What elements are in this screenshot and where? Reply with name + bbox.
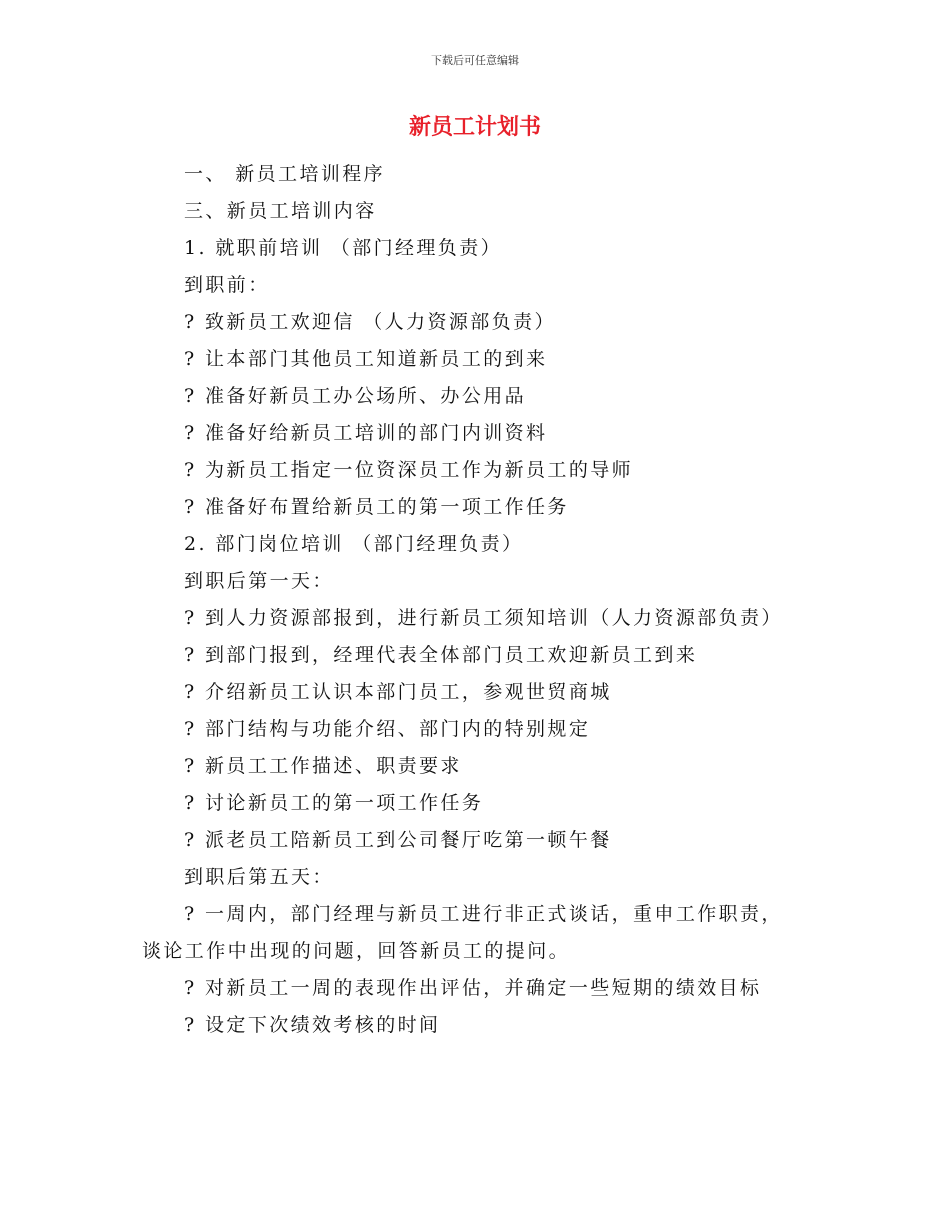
list-item: ? 一周内，部门经理与新员工进行非正式谈话，重申工作职责，: [184, 903, 783, 925]
list-item: ? 对新员工一周的表现作出评估，并确定一些短期的绩效目标: [184, 977, 762, 999]
list-item: ? 准备好布置给新员工的第一项工作任务: [184, 496, 569, 518]
label-fifth-day: 到职后第五天：: [184, 866, 334, 888]
list-item-continuation: 谈论工作中出现的问题，回答新员工的提问。: [142, 940, 571, 962]
list-item: ? 介绍新员工认识本部门员工，参观世贸商城: [184, 681, 612, 703]
list-item: ? 致新员工欢迎信 （人力资源部负责）: [184, 311, 556, 333]
section-heading-content: 三、新员工培训内容: [184, 200, 377, 222]
list-item: ? 部门结构与功能介绍、部门内的特别规定: [184, 718, 591, 740]
list-item: ? 讨论新员工的第一项工作任务: [184, 792, 484, 814]
list-item: ? 设定下次绩效考核的时间: [184, 1014, 441, 1036]
list-item: ? 到人力资源部报到，进行新员工须知培训（人力资源部负责）: [184, 607, 783, 629]
list-item: ? 到部门报到，经理代表全体部门员工欢迎新员工到来: [184, 644, 698, 666]
header-note: 下载后可任意编辑: [431, 54, 519, 67]
document-title: 新员工计划书: [408, 115, 541, 140]
list-item: ? 准备好新员工办公场所、办公用品: [184, 385, 527, 407]
label-before-arrival: 到职前：: [184, 274, 270, 296]
list-item: ? 新员工工作描述、职责要求: [184, 755, 462, 777]
list-item: ? 派老员工陪新员工到公司餐厅吃第一顿午餐: [184, 829, 612, 851]
label-first-day: 到职后第一天：: [184, 570, 334, 592]
list-item: ? 准备好给新员工培训的部门内训资料: [184, 422, 548, 444]
subsection-pre-employment-training: 1. 就职前培训 （部门经理负责）: [184, 237, 503, 259]
list-item: ? 为新员工指定一位资深员工作为新员工的导师: [184, 459, 634, 481]
subsection-department-training: 2. 部门岗位培训 （部门经理负责）: [184, 533, 524, 555]
section-heading-procedure: 一、 新员工培训程序: [184, 163, 386, 185]
list-item: ? 让本部门其他员工知道新员工的到来: [184, 348, 548, 370]
